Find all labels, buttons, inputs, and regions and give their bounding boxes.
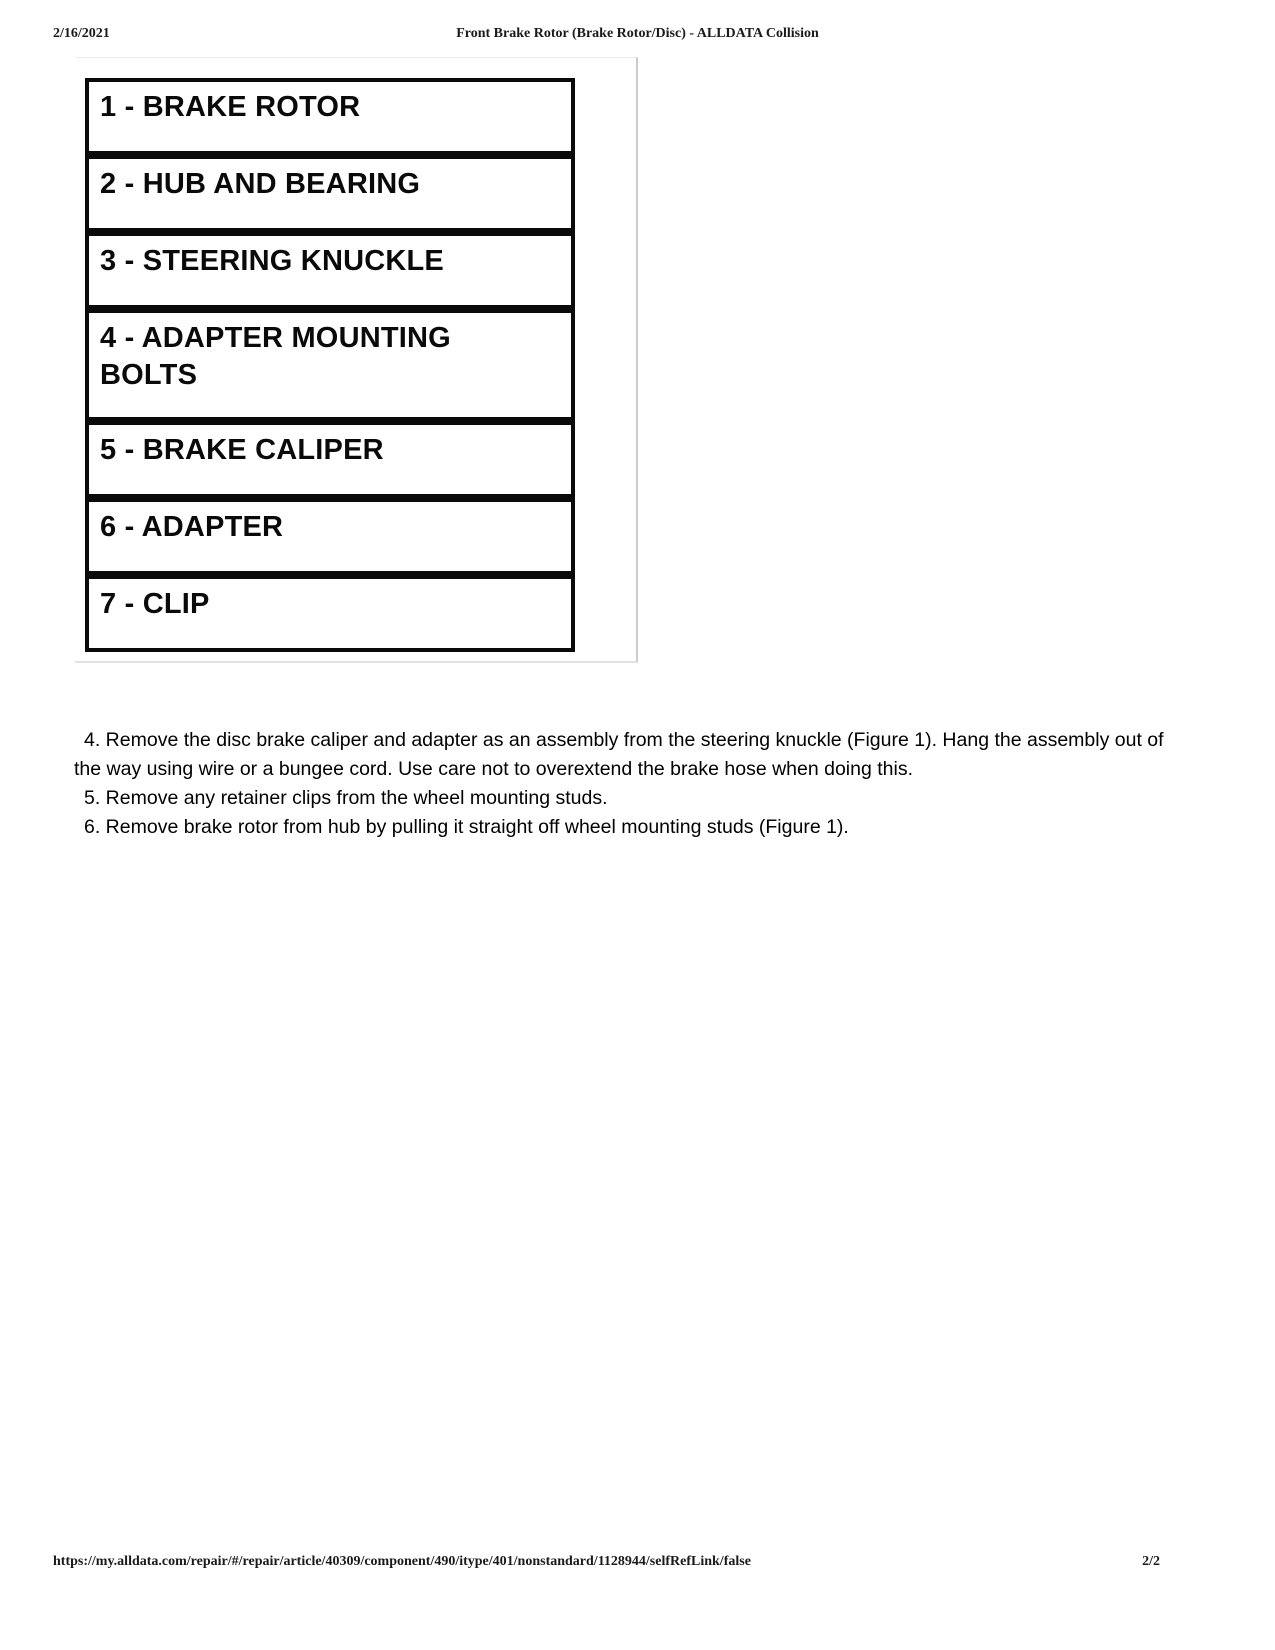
legend-row-brake-rotor [85, 78, 575, 155]
figure-image-area [75, 57, 638, 663]
legend-label: 7 - CLIP [100, 588, 210, 620]
print-date: 2/16/2021 [53, 26, 110, 41]
step-6: 6. Remove brake rotor from hub by pulling it straight off wheel mounting studs (Figure 1). [84, 816, 849, 838]
legend-label: 1 - BRAKE ROTOR [100, 91, 361, 123]
print-header [0, 26, 1275, 46]
legend-row-adapter [85, 498, 575, 575]
legend-label: 2 - HUB AND BEARING [100, 168, 421, 200]
page-number: 2/2 [1142, 1554, 1160, 1569]
figure-legend-table [85, 78, 575, 652]
page-title: Front Brake Rotor (Brake Rotor/Disc) - ALLDATA Collision [456, 26, 819, 41]
legend-row-brake-caliper [85, 421, 575, 498]
legend-label: 4 - ADAPTER MOUNTING BOLTS [100, 322, 451, 391]
procedure-steps [74, 726, 1169, 842]
step-5: 5. Remove any retainer clips from the wheel mounting studs. [84, 787, 608, 809]
legend-label: 3 - STEERING KNUCKLE [100, 245, 444, 277]
legend-label: 5 - BRAKE CALIPER [100, 434, 384, 466]
source-url: https://my.alldata.com/repair/#/repair/article/40309/component/490/itype/401/nonstandard/1128944/selfRefLink/false [53, 1554, 751, 1569]
legend-row-hub-and-bearing [85, 155, 575, 232]
legend-row-steering-knuckle [85, 232, 575, 309]
legend-row-adapter-mounting-bolts [85, 309, 575, 421]
step-4: 4. Remove the disc brake caliper and adapter as an assembly from the steering knuckle (Figure 1). Hang the assembly out of the way using wire or a bungee cord. Use care not to overextend the brake hose when doing this. [74, 729, 1164, 780]
print-footer [0, 1554, 1275, 1572]
legend-label: 6 - ADAPTER [100, 511, 284, 543]
legend-row-clip [85, 575, 575, 652]
